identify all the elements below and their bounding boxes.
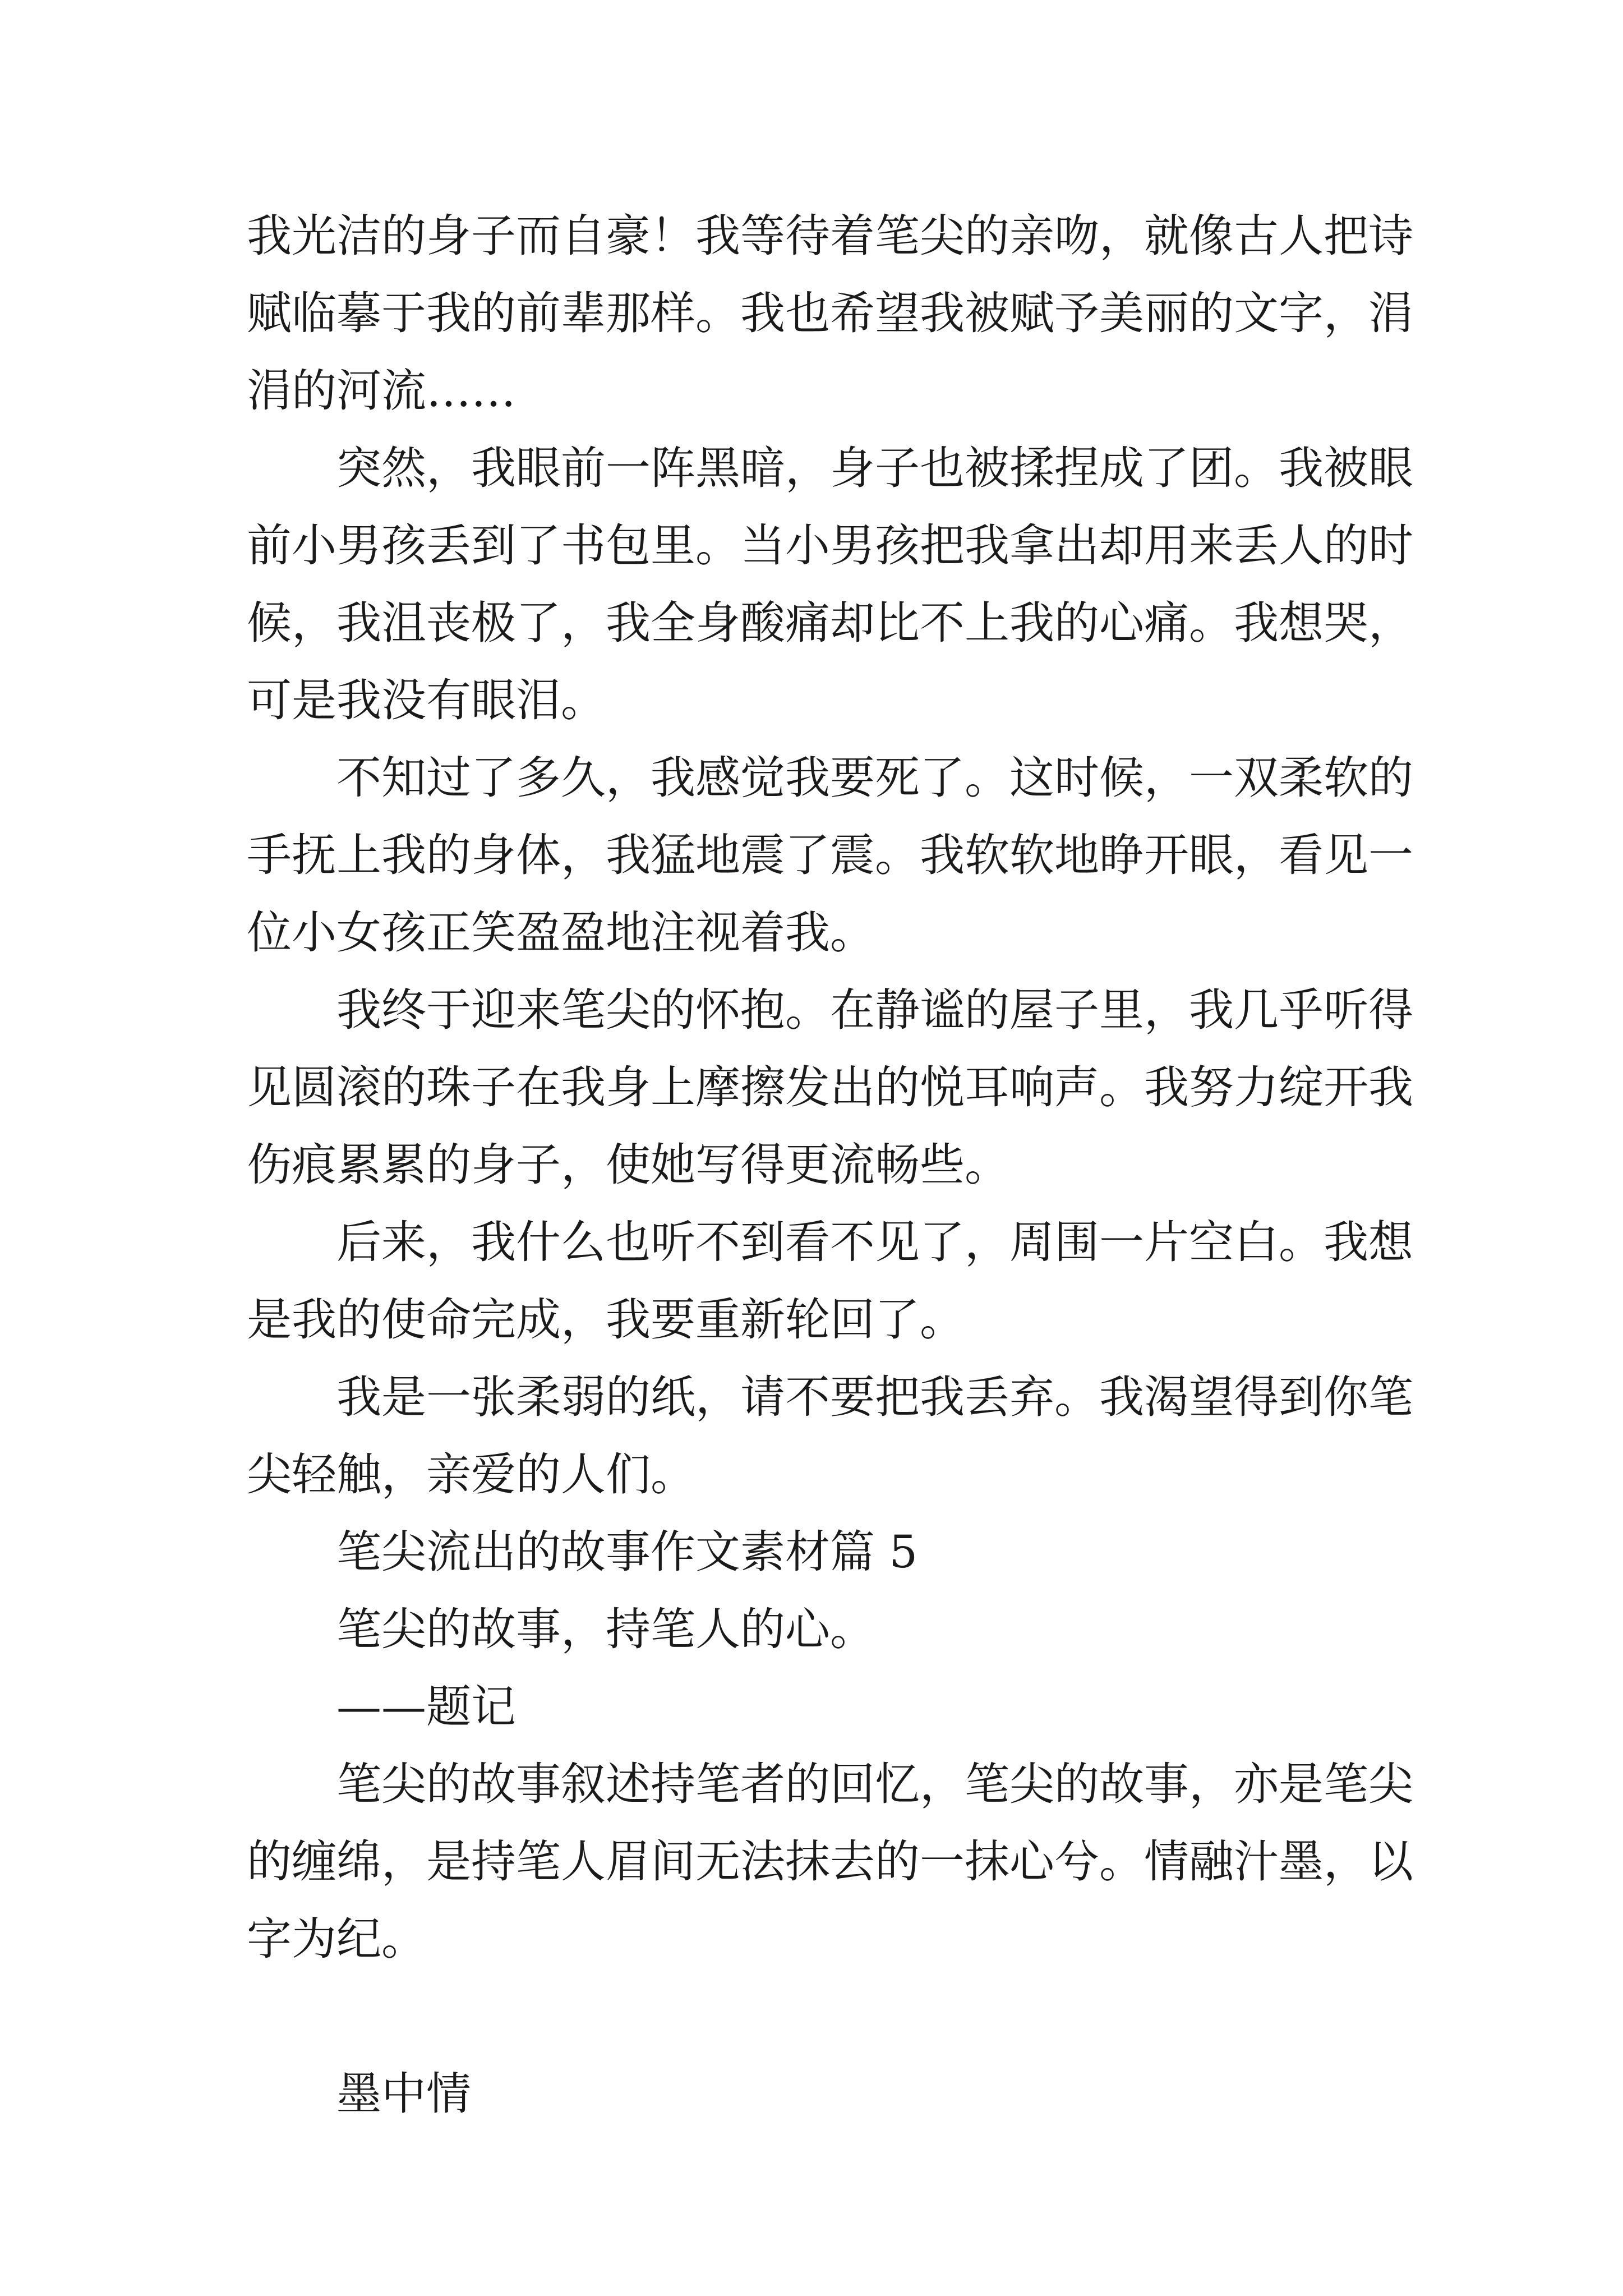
text-line: 是我的使命完成，我要重新轮回了。 [247,1294,965,1346]
text-line: 后来，我什么也听不到看不见了，周围一片空白。我想 [336,1216,1413,1268]
text-line: 我是一张柔弱的纸，请不要把我丢弃。我渴望得到你笔 [336,1371,1413,1423]
text-line: 可是我没有眼泪。 [247,674,606,726]
text-line: 手抚上我的身体，我猛地震了震。我软软地睁开眼，看见一 [247,829,1413,881]
text-line: 赋临摹于我的前辈那样。我也希望我被赋予美丽的文字，涓 [247,287,1413,339]
text-line: 见圆滚的珠子在我身上摩擦发出的悦耳响声。我努力绽开我 [247,1061,1413,1114]
text-line: 墨中情 [336,2068,471,2120]
text-line: ——题记 [336,1681,516,1733]
text-line: 我光洁的身子而自豪！我等待着笔尖的亲吻，就像古人把诗 [247,210,1413,262]
text-line: 候，我沮丧极了，我全身酸痛却比不上我的心痛。我想哭， [247,597,1413,649]
text-line: 突然，我眼前一阵黑暗，身子也被揉捏成了团。我被眼 [336,442,1413,494]
text-line: 涓的河流…… [247,365,516,417]
text-line: 的缠绵，是持笔人眉间无法抹去的一抹心兮。情融汁墨，以 [247,1835,1413,1888]
text-line: 笔尖的故事叙述持笔者的回忆，笔尖的故事，亦是笔尖 [336,1758,1413,1810]
document-body [247,197,1413,2133]
text-line: 字为纪。 [247,1913,426,1965]
text-line: 笔尖的故事，持笔人的心。 [336,1603,875,1655]
text-line: 我终于迎来笔尖的怀抱。在静谧的屋子里，我几乎听得 [336,984,1413,1036]
text-line: 伤痕累累的身子，使她写得更流畅些。 [247,1139,1009,1191]
blank-line [247,1978,1391,2055]
text-line: 前小男孩丢到了书包里。当小男孩把我拿出却用来丢人的时 [247,519,1413,572]
text-line: 位小女孩正笑盈盈地注视着我。 [247,907,875,959]
text-line: 不知过了多久，我感觉我要死了。这时候，一双柔软的 [336,752,1413,804]
text-line: 尖轻触，亲爱的人们。 [247,1448,695,1501]
text-line: 笔尖流出的故事作文素材篇 5 [336,1526,918,1578]
